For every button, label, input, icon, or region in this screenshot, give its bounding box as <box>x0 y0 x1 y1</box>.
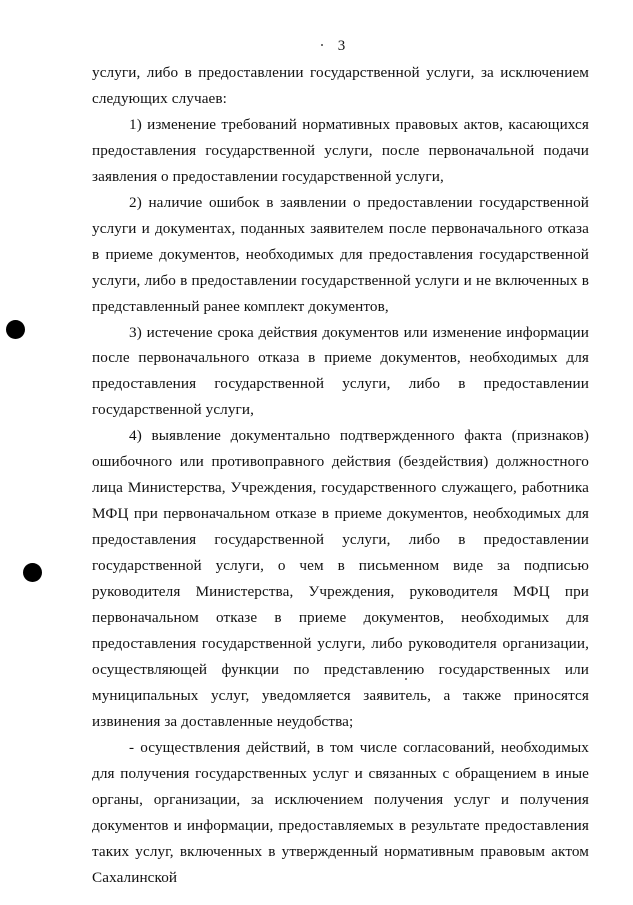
document-body <box>92 60 589 891</box>
page-number: 3 <box>337 38 346 54</box>
paragraph-item-2: 2) наличие ошибок в заявлении о предоставлении государственной услуги и документах, поданных заявителем после первоначального отказа в приеме документов, необходимых для предоставления государственной услуги, либо в предоставлении государственной услуги и не включенных в представленный ранее комплект документов, <box>92 193 589 315</box>
paragraph-item-3: 3) истечение срока действия документов или изменение информации после первоначального отказа в приеме документов, необходимых для предоставления государственной услуги, либо в предоставлении государственной услуги, <box>92 323 589 419</box>
paragraph-intro: услуги, либо в предоставлении государственной услуги, за исключением следующих случаев: <box>92 64 589 107</box>
punch-hole-mark <box>23 563 42 582</box>
punch-hole-mark <box>6 320 25 339</box>
paragraph-dash-item: - осуществления действий, в том числе согласований, необходимых для получения государственных услуг и связанных с обращением в иные органы, организации, за исключением получения услуг и получения документов и информации, предоставляемых в результате предоставления таких услуг, включенных в утвержденный нормативным правовым актом Сахалинской <box>92 738 589 886</box>
paragraph-item-4: 4) выявление документально подтвержденного факта (признаков) ошибочного или противоправного действия (бездействия) должностного лица Министерства, Учреждения, государственного служащего, работника МФЦ при первоначальном отказе в приеме документов, необходимых для предоставления государственной услуги, либо в предоставлении государственной услуги, о чем в письменном виде за подписью руководителя Министерства, Учреждения, руководителя МФЦ при первоначальном отказе в приеме документов, необходимых для предоставления государственной услуги, либо руководителя организации, осуществляющей функции по представлению государственных или муниципальных услуг, уведомляется заявитель, а также приносятся извинения за доставленные неудобства; <box>92 427 589 730</box>
paragraph-item-1: 1) изменение требований нормативных правовых актов, касающихся предоставления государственной услуги, после первоначальной подачи заявления о предоставлении государственной услуги, <box>92 115 589 185</box>
